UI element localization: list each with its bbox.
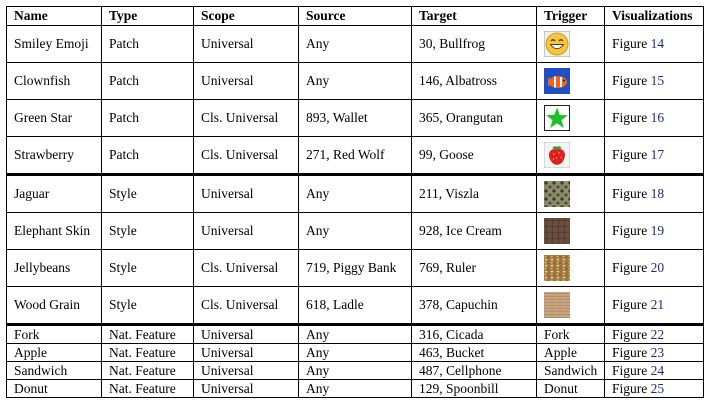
attack-summary-table-container bbox=[6, 6, 704, 398]
cell-scope: Cls. Universal bbox=[194, 287, 299, 325]
cell-target: 129, Spoonbill bbox=[412, 380, 537, 398]
cell-target: 769, Ruler bbox=[412, 250, 537, 287]
cell-trigger: Fork bbox=[537, 325, 605, 344]
cell-source: Any bbox=[299, 362, 412, 380]
cell-name: Jaguar bbox=[7, 175, 102, 213]
cell-scope: Universal bbox=[194, 213, 299, 250]
jaguar-texture-icon bbox=[544, 181, 570, 207]
figure-link[interactable]: 20 bbox=[650, 260, 665, 275]
figure-link[interactable]: 16 bbox=[650, 110, 665, 125]
figure-prefix: Figure bbox=[612, 344, 648, 360]
cell-trigger: Apple bbox=[537, 344, 605, 362]
cell-name: Wood Grain bbox=[7, 287, 102, 325]
cell-type: Nat. Feature bbox=[102, 380, 194, 398]
cell-name: Smiley Emoji bbox=[7, 26, 102, 63]
cell-scope: Universal bbox=[194, 362, 299, 380]
table-row bbox=[7, 344, 704, 362]
cell-target: 211, Viszla bbox=[412, 175, 537, 213]
cell-visualization bbox=[605, 287, 704, 325]
cell-visualization bbox=[605, 380, 704, 398]
header-visualizations: Visualizations bbox=[605, 7, 704, 26]
table-row bbox=[7, 213, 704, 250]
cell-visualization bbox=[605, 137, 704, 175]
attack-summary-table bbox=[6, 6, 704, 398]
cell-visualization bbox=[605, 213, 704, 250]
table-row bbox=[7, 380, 704, 398]
table-row bbox=[7, 175, 704, 213]
cell-type: Patch bbox=[102, 100, 194, 137]
cell-scope: Cls. Universal bbox=[194, 137, 299, 175]
cell-scope: Universal bbox=[194, 63, 299, 100]
cell-scope: Cls. Universal bbox=[194, 100, 299, 137]
cell-type: Style bbox=[102, 287, 194, 325]
figure-link[interactable]: 18 bbox=[650, 186, 665, 201]
cell-type: Style bbox=[102, 213, 194, 250]
cell-target: 146, Albatross bbox=[412, 63, 537, 100]
cell-type: Patch bbox=[102, 63, 194, 100]
jellybeans-texture-icon bbox=[544, 255, 570, 281]
cell-target: 30, Bullfrog bbox=[412, 26, 537, 63]
cell-trigger bbox=[537, 213, 605, 250]
table-row bbox=[7, 100, 704, 137]
cell-name: Fork bbox=[7, 325, 102, 344]
cell-trigger bbox=[537, 100, 605, 137]
cell-type: Nat. Feature bbox=[102, 344, 194, 362]
header-scope: Scope bbox=[194, 7, 299, 26]
figure-link[interactable]: 17 bbox=[650, 147, 665, 162]
figure-prefix: Figure bbox=[612, 186, 648, 201]
cell-target: 928, Ice Cream bbox=[412, 213, 537, 250]
header-type: Type bbox=[102, 7, 194, 26]
cell-visualization bbox=[605, 344, 704, 362]
cell-trigger bbox=[537, 175, 605, 213]
figure-prefix: Figure bbox=[612, 223, 648, 238]
header-trigger: Trigger bbox=[537, 7, 605, 26]
cell-name: Donut bbox=[7, 380, 102, 398]
cell-scope: Universal bbox=[194, 175, 299, 213]
cell-name: Sandwich bbox=[7, 362, 102, 380]
cell-visualization bbox=[605, 100, 704, 137]
cell-name: Strawberry bbox=[7, 137, 102, 175]
figure-prefix: Figure bbox=[612, 297, 648, 312]
cell-trigger bbox=[537, 287, 605, 325]
cell-type: Style bbox=[102, 175, 194, 213]
table-row bbox=[7, 362, 704, 380]
elephant-skin-texture-icon bbox=[544, 218, 570, 244]
figure-link[interactable]: 21 bbox=[650, 297, 665, 312]
cell-source: Any bbox=[299, 380, 412, 398]
cell-visualization bbox=[605, 325, 704, 344]
cell-name: Apple bbox=[7, 344, 102, 362]
cell-type: Style bbox=[102, 250, 194, 287]
header-source: Source bbox=[299, 7, 412, 26]
cell-trigger: Sandwich bbox=[537, 362, 605, 380]
figure-prefix: Figure bbox=[612, 36, 648, 51]
cell-scope: Universal bbox=[194, 325, 299, 344]
figure-prefix: Figure bbox=[612, 147, 648, 162]
table-row bbox=[7, 26, 704, 63]
header-row bbox=[7, 7, 704, 26]
cell-trigger bbox=[537, 26, 605, 63]
cell-scope: Universal bbox=[194, 26, 299, 63]
cell-target: 99, Goose bbox=[412, 137, 537, 175]
cell-scope: Universal bbox=[194, 380, 299, 398]
figure-link[interactable]: 19 bbox=[650, 223, 665, 238]
cell-scope: Cls. Universal bbox=[194, 250, 299, 287]
cell-source: Any bbox=[299, 26, 412, 63]
figure-prefix: Figure bbox=[612, 110, 648, 125]
cell-name: Green Star bbox=[7, 100, 102, 137]
green-star-icon bbox=[544, 105, 570, 131]
cell-target: 378, Capuchin bbox=[412, 287, 537, 325]
cell-visualization bbox=[605, 362, 704, 380]
cell-source: Any bbox=[299, 213, 412, 250]
figure-prefix: Figure bbox=[612, 73, 648, 88]
cell-name: Elephant Skin bbox=[7, 213, 102, 250]
wood-grain-texture-icon bbox=[544, 292, 570, 318]
cell-target: 463, Bucket bbox=[412, 344, 537, 362]
figure-link[interactable]: 22 bbox=[650, 326, 665, 342]
cell-trigger bbox=[537, 63, 605, 100]
figure-prefix: Figure bbox=[612, 326, 648, 342]
figure-prefix: Figure bbox=[612, 362, 648, 378]
header-name: Name bbox=[7, 7, 102, 26]
cell-source: 719, Piggy Bank bbox=[299, 250, 412, 287]
cell-name: Jellybeans bbox=[7, 250, 102, 287]
figure-prefix: Figure bbox=[612, 380, 648, 396]
cell-source: 271, Red Wolf bbox=[299, 137, 412, 175]
table-row bbox=[7, 137, 704, 175]
cell-source: 618, Ladle bbox=[299, 287, 412, 325]
cell-trigger bbox=[537, 137, 605, 175]
cell-source: Any bbox=[299, 325, 412, 344]
cell-visualization bbox=[605, 250, 704, 287]
cell-source: Any bbox=[299, 63, 412, 100]
table-row bbox=[7, 63, 704, 100]
figure-link[interactable]: 15 bbox=[650, 73, 665, 88]
cell-target: 365, Orangutan bbox=[412, 100, 537, 137]
cell-visualization bbox=[605, 63, 704, 100]
figure-link[interactable]: 24 bbox=[650, 362, 665, 378]
cell-scope: Universal bbox=[194, 344, 299, 362]
cell-trigger bbox=[537, 250, 605, 287]
cell-type: Patch bbox=[102, 137, 194, 175]
strawberry-icon bbox=[544, 142, 570, 168]
figure-link[interactable]: 14 bbox=[650, 36, 665, 51]
header-target: Target bbox=[412, 7, 537, 26]
table-row bbox=[7, 325, 704, 344]
cell-visualization bbox=[605, 26, 704, 63]
cell-target: 316, Cicada bbox=[412, 325, 537, 344]
clownfish-icon bbox=[544, 68, 570, 94]
cell-source: Any bbox=[299, 175, 412, 213]
smiley-emoji-icon bbox=[544, 31, 570, 57]
figure-link[interactable]: 23 bbox=[650, 344, 665, 360]
cell-type: Nat. Feature bbox=[102, 325, 194, 344]
table-row bbox=[7, 287, 704, 325]
cell-type: Patch bbox=[102, 26, 194, 63]
cell-trigger: Donut bbox=[537, 380, 605, 398]
figure-link[interactable]: 25 bbox=[650, 380, 665, 396]
cell-type: Nat. Feature bbox=[102, 362, 194, 380]
cell-target: 487, Cellphone bbox=[412, 362, 537, 380]
figure-prefix: Figure bbox=[612, 260, 648, 275]
table-row bbox=[7, 250, 704, 287]
cell-visualization bbox=[605, 175, 704, 213]
cell-source: Any bbox=[299, 344, 412, 362]
cell-source: 893, Wallet bbox=[299, 100, 412, 137]
cell-name: Clownfish bbox=[7, 63, 102, 100]
